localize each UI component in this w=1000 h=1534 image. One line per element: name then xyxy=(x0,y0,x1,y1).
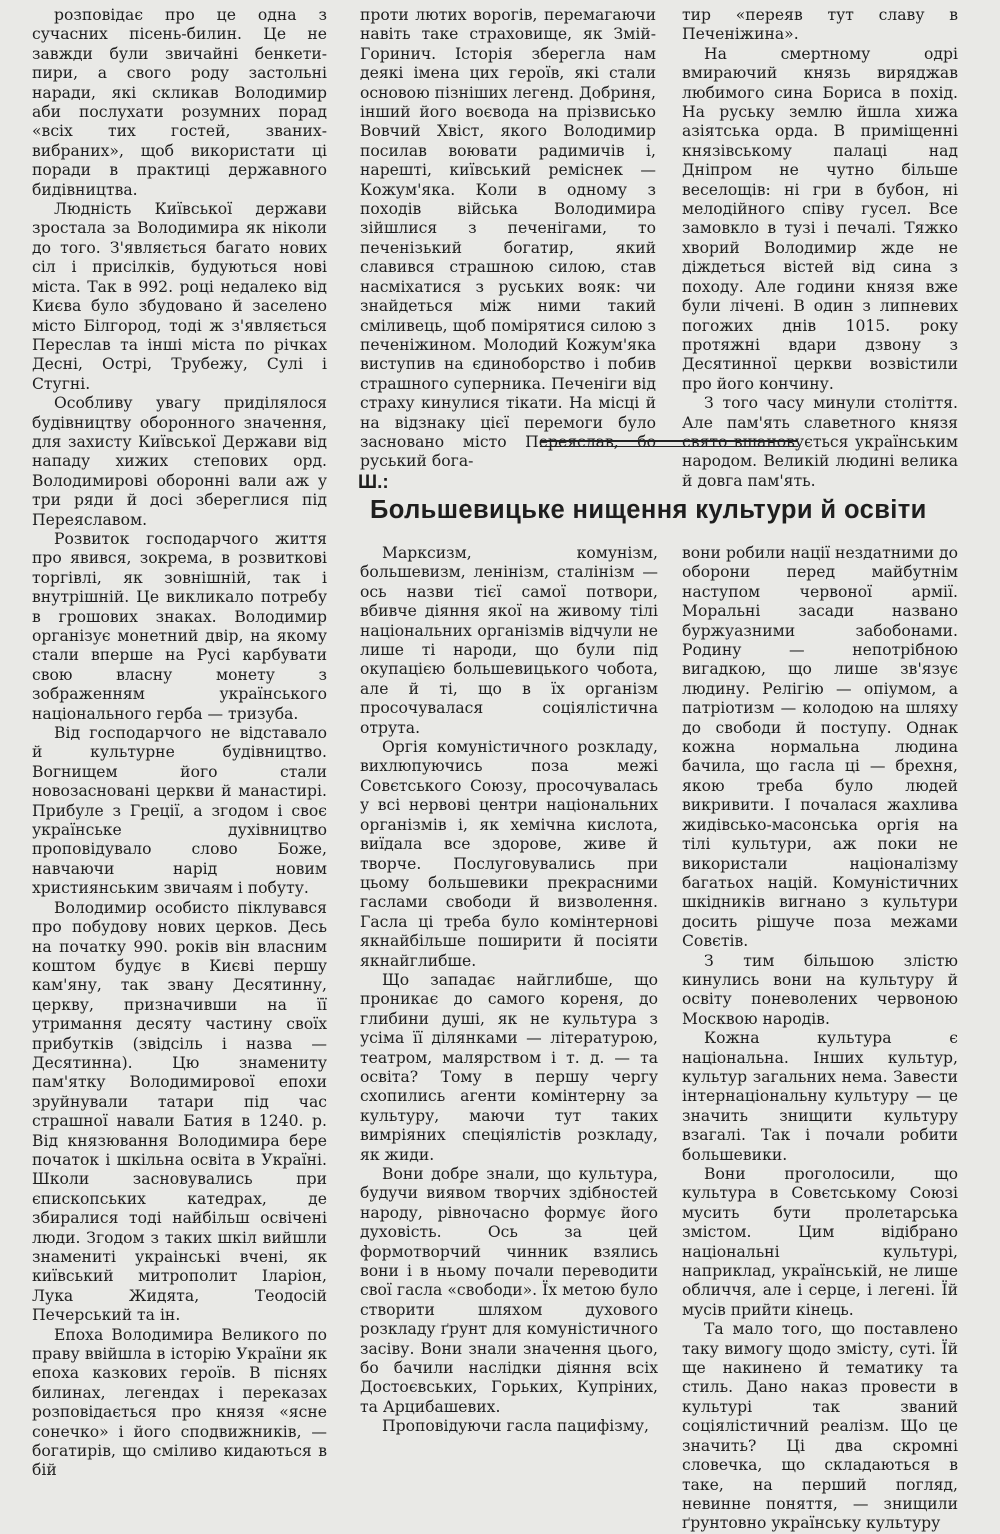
author-mark: Ш.: xyxy=(358,472,389,493)
article-continuation-column-1 xyxy=(32,6,327,1481)
article-continuation-column-3 xyxy=(682,6,958,491)
paragraph: Вони проголосили, що культура в Совєтському Союзі мусить бути пролетарська змістом. Цим відібрано національні культурі, наприклад, українській, не лише обличчя, але і серце, і легені. Їй мусів прийти кінець. xyxy=(682,1165,958,1319)
paragraph: вони робили нації нездатними до оборони перед майбутнім наступом червоної армії. Моральні засади названо буржуазними забобонами. Родину — непотрібною вигадкою, що лише зв'язує людину. Релігію — опіумом, а патріотизм — колодою на шляху до свободи й поступу. Однак кожна нормальна людина бачила, що гасла ці — брехня, якою треба було людей викривити. І почалася жахлива жидівсько-масонська оргія на тілі культури, аж поки не використали націоналізму багатьох націй. Комуністичних шкідників вигнано з культури досить рішуче поза межами Совєтів. xyxy=(682,544,958,951)
paragraph: Володимир особисто піклувався про побудову нових церков. Десь на початку 990. років він власним коштом будує в Києві першу кам'яну, так звану Десятинну, церкву, призначивши на її утримання десяту частину своїх прибутків (звідсіль і назва — Десятинна). Цю знамениту пам'ятку Володимирової епохи зруйнували татари під час страшної навали Батия в 1240. р. Від князювання Володимира бере початок і шкільна освіта в Україні. Школи засновувались при єпископських катедрах, де збиралися тоді найбільш освічені люди. Згодом з таких шкіл вийшли знамениті украінські вчені, як київський митрополит Іларіон, Лука Жидята, Теодосій Печерський та ін. xyxy=(32,898,327,1325)
paragraph: Марксизм, комунізм, большевизм, ленінізм, сталінізм — ось назви тієї самої потвори, вбивче діяння якої на живому тілі національних організмів відчули не лише ті народи, що були під окупацією большевицького чобота, але й ті, що в їх організм просочувалася соціялістична отрута. xyxy=(360,544,658,737)
article-headline: Большевицьке нищення культури й освіти xyxy=(370,496,927,524)
paragraph: проти лютих ворогів, перемагаючи навіть таке страховище, як Змій-Горинич. Історія зберегла нам деякі імена цих героїв, які стали основою пізніших легенд. Добриня, інший його воєвода на прізвисько Вовчий Хвіст, якого Володимир посилав воювати радимичів і, нарешті, київський реміснек — Кожум'яка. Коли в одному з походів війська Володимира зійшлися з печенігами, то печенізький богатир, який славився страшною силою, став насміхатися з руських вояк: чи знайдеться між ними такий сміливець, щоб помірятися силою з печеніжином. Молодий Кожум'яка виступив на єдиноборство і побив страшного суперника. Печеніги від страху кинулися тікати. На місці й на відзнаку цієї перемоги було засновано місто Переяслав, бо руський бога- xyxy=(360,6,656,471)
paragraph: Від господарчого не відставало й культурне будівництво. Вогнищем його стали новозасновані церкви й манастирі. Прибуле з Греції, а згодом і своє українське духівництво проповідувало слово Боже, навчаючи нарід новим християнським звичаям і побуту. xyxy=(32,724,327,898)
article-column-left xyxy=(360,544,658,1437)
paragraph: Розвиток господарчого життя про явився, зокрема, в розвиткові торгівлі, як зовнішній, так і внутрішній. Це викликало потребу в грошових знаках. Володимир організує монетний двір, на якому стали вперше на Русі карбувати свою власну монету з зображенням українського національного герба — тризуба. xyxy=(32,529,327,723)
paragraph: розповідає про це одна з сучасних пісень-билин. Це не завжди були звичайні бенкети-пири, а свого роду застольні наради, які скликав Володимир аби послухати розумних порад «всіх тих гостей, званих-вибраних», щоб використати ці поради в практиці державного бидівництва. xyxy=(32,6,327,199)
paragraph: Вони добре знали, що культура, будучи виявом творчих здібностей народу, рівночасно формує його духовість. Ось за цей формотворчий чинник взялись вони і в ньому почали переводити свої гасла «свободи». Їх метою було створити шляхом духового розкладу ґрунт для комуністичного засіву. Вони знали значення цього, бо бачили наслідки діяння всіх Достоєвських, Горьких, Купріних, та Арцибашевих. xyxy=(360,1165,658,1416)
paragraph: Та мало того, що поставлено таку вимогу щодо змісту, суті. Їй ще накинено й тематику та стиль. Дано наказ провести в культурі так званий соціялістичний реалізм. Що це значить? Ці два скромні словечка, що складаються в таке, на перший погляд, невинне поняття, — знищили ґрунтовно українську культуру xyxy=(682,1320,958,1533)
paragraph: Людність Київської держави зростала за Володимира як ніколи до того. З'являється багато нових сіл і присілків, будуються нові міста. Так в 992. році недалеко від Києва було збудовано й заселено місто Білгород, тоді ж з'являється Переслав та інші міста по річках Десні, Острі, Трубежу, Сулі і Стугні. xyxy=(32,200,327,393)
paragraph: Проповідуючи гасла пацифізму, xyxy=(382,1417,649,1436)
article-continuation-column-2 xyxy=(360,6,656,472)
article-end-rule xyxy=(540,440,798,442)
paragraph: З того часу минули століття. Але пам'ять славетного князя свято вшановується українським народом. Великій людині велика й довга пам'ять. xyxy=(682,394,958,490)
paragraph: З тим більшою злістю кинулись вони на культуру й освіту поневолених червоною Москвою народів. xyxy=(682,951,958,1028)
paragraph: На смертному одрі вмираючий князь виряджав любимого сина Бориса в похід. На руську землю йшла хижа азіятська орда. В приміщенні князівському палаці над Дніпром не чутно більше веселощів: ні гри в бубон, ні мелодійного співу гусел. Все замовкло в тузі і печалі. Тяжко хворий Володимир жде не діждеться вістей від сина з походу. Але години князя вже були лічені. В один з липневих погожих днів 1015. року протяжні вдари дзвону з Десятинної церкви возвістили про його кончину. xyxy=(682,44,958,393)
paragraph: Епоха Володимира Великого по праву ввійшла в історію України як епоха казкових героїв. В піснях билинах, легендах і переказах розповідається про князя «ясне сонечко» і його сподвижників, — богатирів, що сміливо кидаються в бій xyxy=(32,1325,327,1480)
paragraph: Що западає найглибше, що проникає до самого кореня, до глибини душі, як не культура з усіма її ділянками — літературою, театром, малярством і т. д. — та освіта? Тому в першу чергу схопились агенти комінтерну за культуру, маючи тут таких вимріяних спеціялістів розкладу, як жиди. xyxy=(360,970,658,1164)
article-end-rule-thin xyxy=(540,446,798,447)
paragraph: Особливу увагу приділялося будівництву оборонного значення, для захисту Київської Держави від нападу хижих степових орд. Володимирові оборонні вали аж у три ряди й досі збереглися під Переяславом. xyxy=(32,394,327,529)
paragraph: тир «переяв тут славу в Печеніжина». xyxy=(682,6,958,44)
article-column-right xyxy=(682,544,958,1534)
paragraph: Оргія комуністичного розкладу, вихлюпуючись поза межі Совєтського Союзу, просочувалась у всі нервові центри національних організмів і, як хемічна кислота, виїдала все здорове, живе й творче. Послуговувались при цьому большевики прекрасними гаслами свободи й визволення. Гасла ці треба було комінтернові якнайбільше поширити й посіяти якнайглибше. xyxy=(360,738,658,970)
paragraph: Кожна культура є національна. Інших культур, культур загальних нема. Завести інтернаціональну культуру — це значить знищити культуру взагалі. Так і почали робити большевики. xyxy=(682,1029,958,1164)
